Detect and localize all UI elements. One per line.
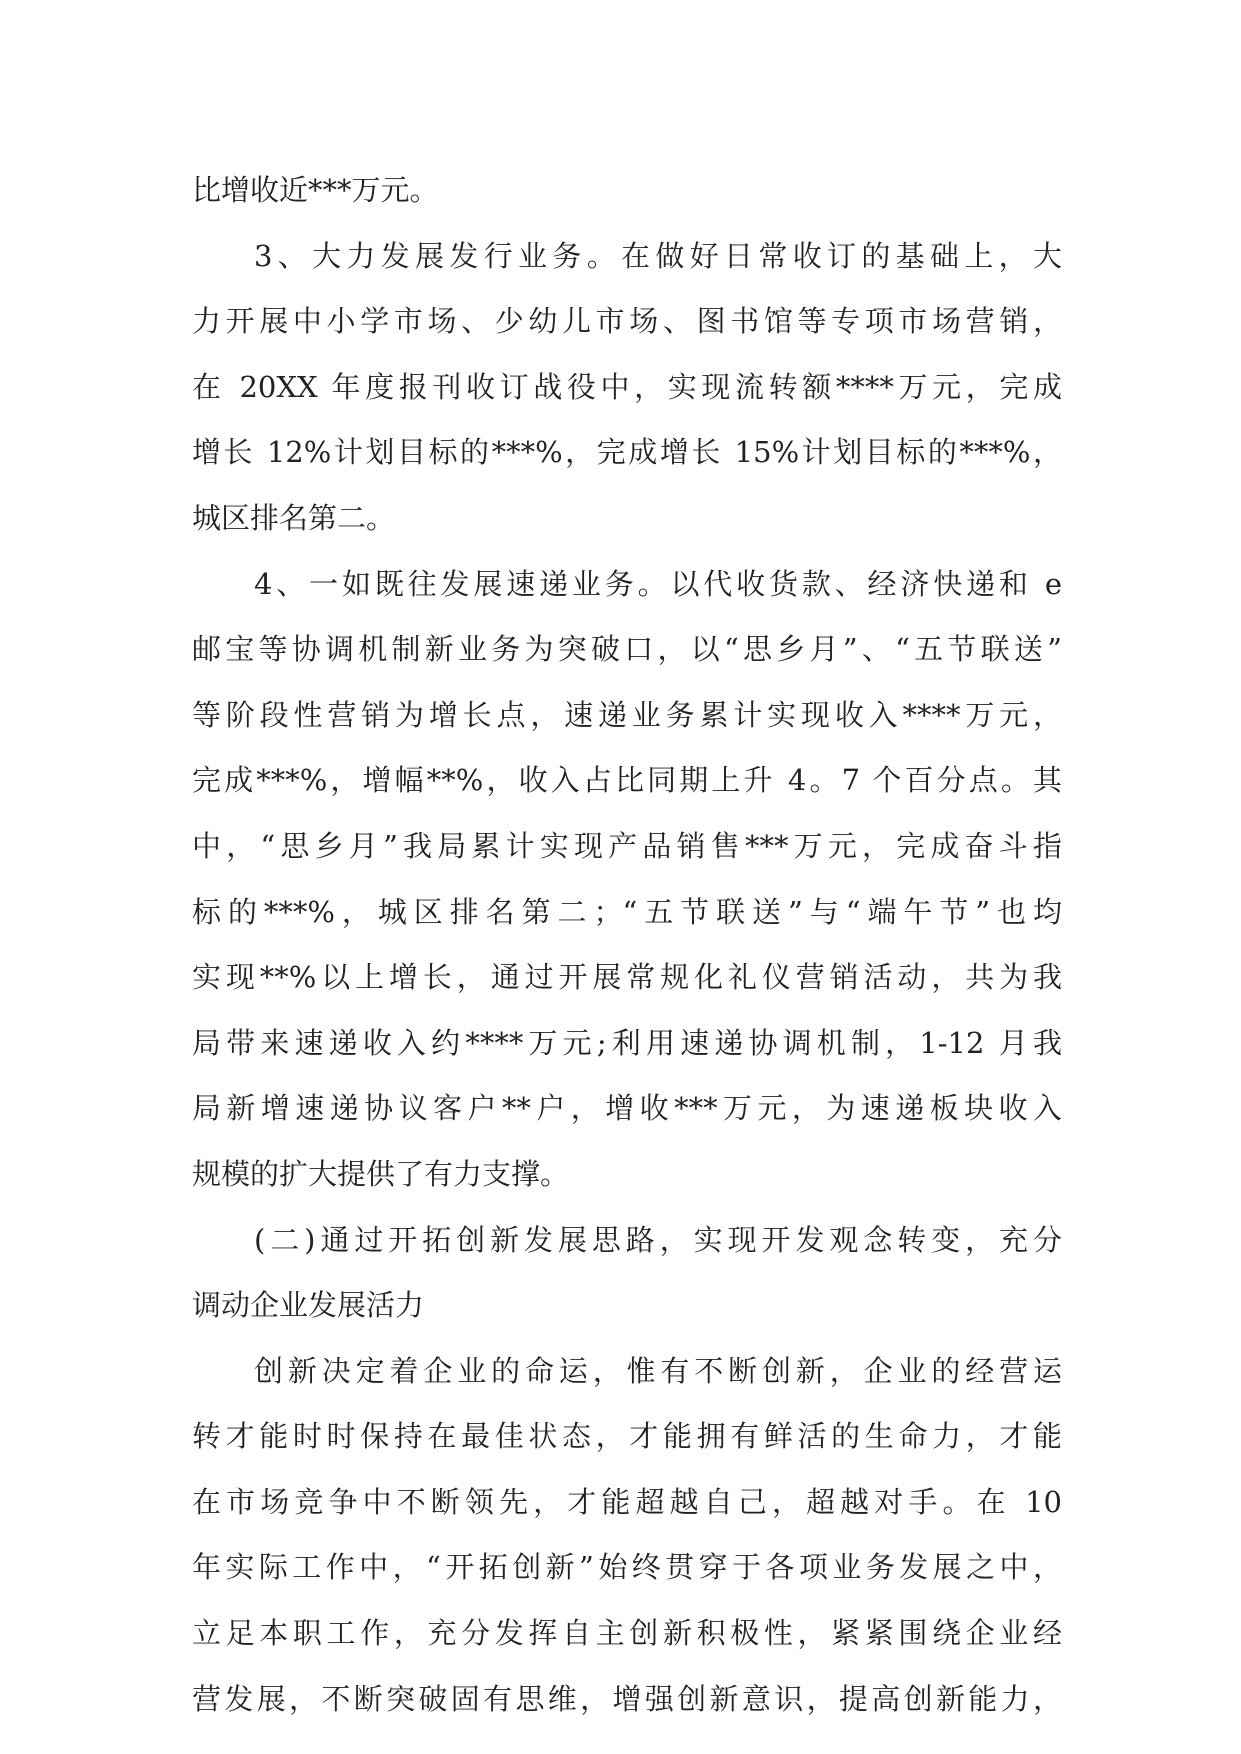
text-line: 4、一如既往发展速递业务。以代收货款、经济快递和 e — [254, 566, 1062, 601]
text-line: 规模的扩大提供了有力支撑。 — [192, 1156, 570, 1191]
text-line: 局新增速递协议客户**户，增收***万元，为速递板块收入 — [192, 1091, 1062, 1126]
text-line: 完成***%，增幅**%，收入占比同期上升 4。7 个百分点。其 — [192, 763, 1062, 798]
text-line: 在市场竞争中不断领先，才能超越自己，超越对手。在 10 — [192, 1484, 1062, 1519]
text-line: 年实际工作中，“开拓创新”始终贯穿于各项业务发展之中， — [192, 1550, 1062, 1585]
text-line: 在 20XX 年度报刊收订战役中，实现流转额****万元，完成 — [192, 369, 1062, 404]
document-body — [192, 158, 1062, 1732]
text-line: 转才能时时保持在最佳状态，才能拥有鲜活的生命力，才能 — [192, 1419, 1062, 1454]
text-line: 营发展，不断突破固有思维，增强创新意识，提高创新能力， — [192, 1681, 1062, 1716]
text-line: 城区排名第二。 — [192, 500, 396, 535]
section-heading: (二)通过开拓创新发展思路，实现开发观念转变，充分 — [254, 1222, 1062, 1257]
text-line: 标的***%，城区排名第二；“五节联送”与“端午节”也均 — [192, 894, 1062, 929]
text-line: 实现**%以上增长，通过开展常规化礼仪营销活动，共为我 — [192, 960, 1062, 995]
text-line: 中，“思乡月”我局累计实现产品销售***万元，完成奋斗指 — [192, 828, 1062, 863]
text-line: 邮宝等协调机制新业务为突破口，以“思乡月”、“五节联送” — [192, 632, 1062, 667]
text-line: 立足本职工作，充分发挥自主创新积极性，紧紧围绕企业经 — [192, 1616, 1062, 1651]
section-heading: 调动企业发展活力 — [192, 1288, 425, 1323]
text-line: 创新决定着企业的命运，惟有不断创新，企业的经营运 — [254, 1353, 1062, 1388]
text-line: 等阶段性营销为增长点，速递业务累计实现收入****万元， — [192, 697, 1062, 732]
text-line: 增长 12%计划目标的***%，完成增长 15%计划目标的***%， — [192, 435, 1062, 470]
text-line: 力开展中小学市场、少幼儿市场、图书馆等专项市场营销， — [192, 304, 1062, 339]
text-line: 比增收近***万元。 — [192, 173, 439, 207]
text-line: 局带来速递收入约****万元;利用速递协调机制，1-12 月我 — [192, 1025, 1062, 1060]
text-line: 3、大力发展发行业务。在做好日常收订的基础上，大 — [254, 238, 1062, 273]
